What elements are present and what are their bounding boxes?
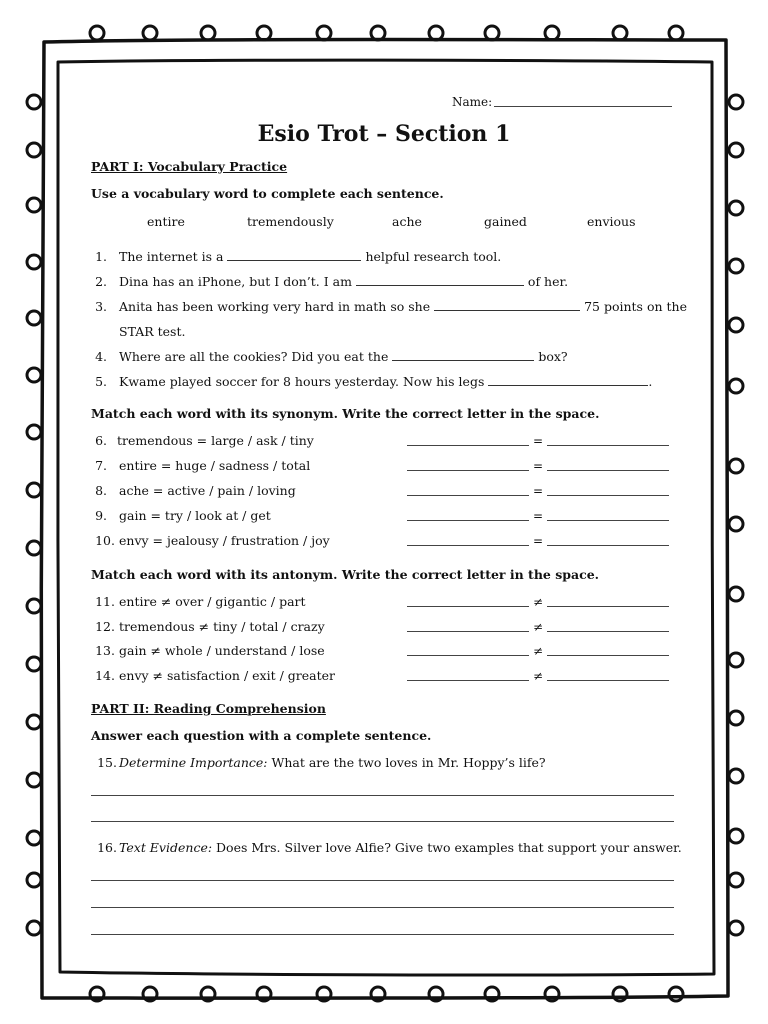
equals-sign: = [532, 434, 544, 448]
question-text: What are the two loves in Mr. Hoppy’s life? [267, 755, 546, 770]
antonym-instruction: Match each word with its antonym. Write the correct letter in the space. [91, 567, 600, 582]
sentence-2 [119, 274, 568, 290]
item-number: 13. [95, 643, 115, 658]
answer-line[interactable] [547, 680, 669, 681]
item-number: 3. [95, 299, 107, 314]
synonym-item: tremendous = large / ask / tiny [117, 433, 314, 448]
answer-writing-line[interactable] [91, 907, 674, 908]
part2-heading: PART II: Reading Comprehension [91, 701, 326, 716]
antonym-item: gain ≠ whole / understand / lose [119, 643, 325, 658]
answer-line[interactable] [407, 680, 529, 681]
synonym-item: gain = try / look at / get [119, 508, 271, 523]
synonym-answer-row [407, 533, 669, 549]
equals-sign: = [532, 484, 544, 498]
sentence-text: box? [538, 349, 568, 364]
item-number: 11. [95, 594, 115, 609]
answer-line[interactable] [407, 655, 529, 656]
answer-blank[interactable] [356, 274, 524, 286]
answer-line[interactable] [407, 631, 529, 632]
word-bank-item: gained [484, 214, 527, 229]
answer-line[interactable] [407, 445, 529, 446]
synonym-answer-row [407, 433, 669, 449]
answer-writing-line[interactable] [91, 934, 674, 935]
synonym-answer-row [407, 508, 669, 524]
sentence-3-continued: STAR test. [119, 324, 186, 339]
sentence-text: 75 points on the [584, 299, 687, 314]
question-label: Determine Importance: [119, 755, 268, 770]
word-bank-item: entire [147, 214, 185, 229]
page-title: Esio Trot – Section 1 [257, 121, 511, 147]
antonym-item: tremendous ≠ tiny / total / crazy [119, 619, 325, 634]
question-label: Text Evidence: [119, 840, 213, 855]
answer-line[interactable] [547, 470, 669, 471]
sentence-text: The internet is a [119, 249, 224, 264]
equals-sign: = [532, 509, 544, 523]
sentence-text: helpful research tool. [365, 249, 502, 264]
sentence-text: Kwame played soccer for 8 hours yesterday. Now his legs [119, 374, 485, 389]
answer-blank[interactable] [488, 374, 648, 386]
sentence-text: of her. [527, 274, 569, 289]
answer-writing-line[interactable] [91, 821, 674, 822]
not-equal-sign: ≠ [532, 620, 544, 634]
word-bank-item: envious [587, 214, 636, 229]
item-number: 4. [95, 349, 107, 364]
synonym-item: entire = huge / sadness / total [119, 458, 311, 473]
synonym-instruction: Match each word with its synonym. Write the correct letter in the space. [91, 406, 600, 421]
item-number: 9. [95, 508, 107, 523]
answer-line[interactable] [547, 445, 669, 446]
item-number: 15. [97, 755, 117, 770]
sentence-3 [119, 299, 687, 315]
word-bank-item: ache [392, 214, 422, 229]
equals-sign: = [532, 534, 544, 548]
item-number: 6. [95, 433, 107, 448]
answer-line[interactable] [407, 520, 529, 521]
word-bank-item: tremendously [247, 214, 334, 229]
item-number: 5. [95, 374, 107, 389]
question-text: Does Mrs. Silver love Alfie? Give two examples that support your answer. [212, 840, 682, 855]
sentence-text: Dina has an iPhone, but I don’t. I am [119, 274, 352, 289]
part2-instruction: Answer each question with a complete sentence. [91, 728, 432, 743]
synonym-answer-row [407, 483, 669, 499]
item-number: 2. [95, 274, 107, 289]
question-15 [119, 755, 546, 771]
item-number: 7. [95, 458, 107, 473]
item-number: 12. [95, 619, 115, 634]
question-16 [119, 840, 682, 856]
name-input-line[interactable] [494, 106, 672, 107]
sentence-text: . [648, 374, 653, 389]
answer-line[interactable] [547, 545, 669, 546]
antonym-item: entire ≠ over / gigantic / part [119, 594, 306, 609]
answer-line[interactable] [407, 470, 529, 471]
sentence-4 [119, 349, 568, 365]
answer-blank[interactable] [227, 249, 361, 261]
item-number: 1. [95, 249, 107, 264]
answer-line[interactable] [547, 495, 669, 496]
antonym-answer-row [407, 668, 669, 684]
part1-instruction: Use a vocabulary word to complete each sentence. [91, 186, 444, 201]
answer-line[interactable] [547, 606, 669, 607]
answer-writing-line[interactable] [91, 795, 674, 796]
item-number: 14. [95, 668, 115, 683]
answer-line[interactable] [547, 655, 669, 656]
answer-writing-line[interactable] [91, 880, 674, 881]
not-equal-sign: ≠ [532, 669, 544, 683]
antonym-answer-row [407, 619, 669, 635]
part1-heading: PART I: Vocabulary Practice [91, 159, 288, 174]
synonym-item: ache = active / pain / loving [119, 483, 296, 498]
synonym-item: envy = jealousy / frustration / joy [119, 533, 330, 548]
answer-blank[interactable] [434, 299, 580, 311]
antonym-answer-row [407, 594, 669, 610]
item-number: 16. [97, 840, 117, 855]
antonym-item: envy ≠ satisfaction / exit / greater [119, 668, 335, 683]
answer-blank[interactable] [392, 349, 534, 361]
item-number: 10. [95, 533, 115, 548]
not-equal-sign: ≠ [532, 595, 544, 609]
answer-line[interactable] [407, 606, 529, 607]
answer-line[interactable] [407, 545, 529, 546]
sentence-text: Where are all the cookies? Did you eat the [119, 349, 389, 364]
answer-line[interactable] [407, 495, 529, 496]
not-equal-sign: ≠ [532, 644, 544, 658]
name-label: Name: [452, 95, 493, 109]
sentence-text: Anita has been working very hard in math so she [119, 299, 431, 314]
sentence-5 [119, 374, 652, 390]
sentence-1 [119, 249, 501, 265]
antonym-answer-row [407, 643, 669, 659]
answer-line[interactable] [547, 520, 669, 521]
answer-line[interactable] [547, 631, 669, 632]
item-number: 8. [95, 483, 107, 498]
equals-sign: = [532, 459, 544, 473]
synonym-answer-row [407, 458, 669, 474]
